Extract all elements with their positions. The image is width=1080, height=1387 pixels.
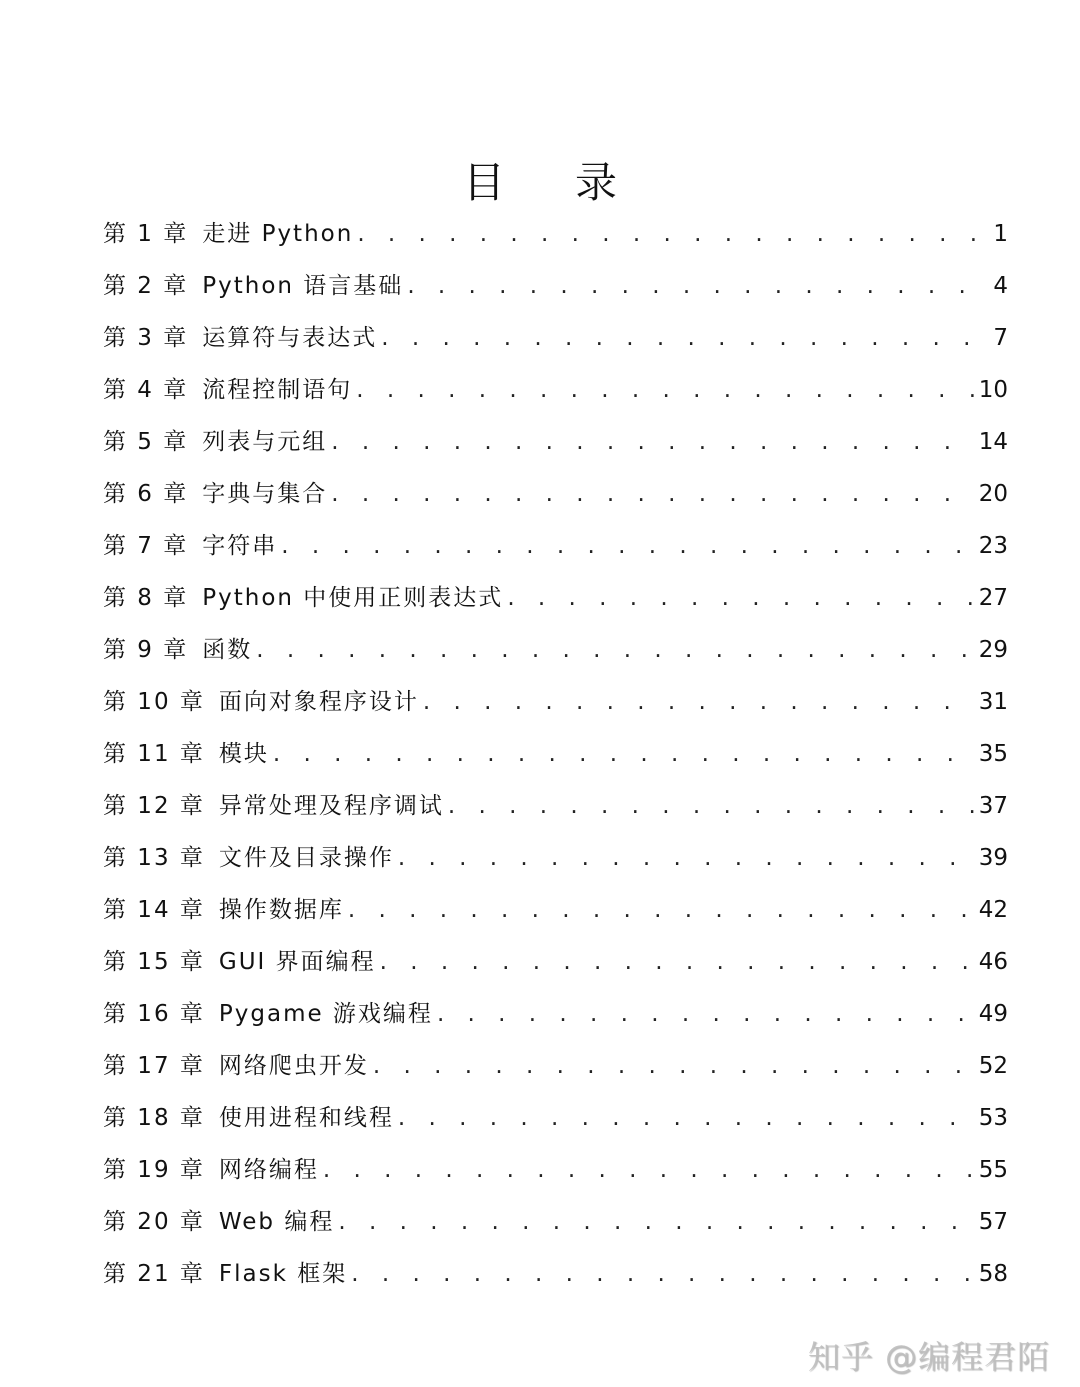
dot-leader (281, 533, 974, 559)
dot-leader (331, 481, 974, 507)
dot-leader (331, 429, 974, 455)
page-number: 46 (978, 949, 1008, 975)
page-number: 14 (978, 429, 1008, 455)
toc-list (103, 215, 1008, 1307)
dot-leader (373, 1053, 975, 1079)
page-number: 31 (978, 689, 1008, 715)
chapter-number: 第 17 章 (103, 1053, 205, 1079)
chapter-title: 异常处理及程序调试 (218, 793, 444, 819)
toc-entry-label (103, 735, 269, 768)
chapter-number: 第 14 章 (103, 897, 205, 923)
toc-entry-label (103, 1151, 319, 1184)
toc-entry-label (103, 1099, 394, 1132)
toc-entry[interactable] (103, 839, 1008, 891)
page-number: 57 (978, 1209, 1008, 1235)
page-number: 27 (978, 585, 1008, 611)
dot-leader (423, 689, 975, 715)
toc-entry-label (103, 995, 433, 1028)
toc-entry[interactable] (103, 423, 1008, 475)
page-number: 10 (978, 377, 1008, 403)
toc-entry-label (103, 319, 377, 352)
chapter-number: 第 20 章 (103, 1209, 205, 1235)
toc-entry[interactable] (103, 943, 1008, 995)
toc-entry[interactable] (103, 787, 1008, 839)
chapter-number: 第 5 章 (103, 429, 189, 455)
toc-entry-label (103, 683, 419, 716)
chapter-number: 第 8 章 (103, 585, 189, 611)
toc-entry[interactable] (103, 527, 1008, 579)
chapter-title: 面向对象程序设计 (218, 689, 419, 715)
chapter-title: 网络编程 (218, 1157, 319, 1183)
toc-entry-label (103, 267, 403, 300)
chapter-number: 第 1 章 (103, 221, 189, 247)
dot-leader (381, 325, 989, 351)
dot-leader (398, 845, 975, 871)
toc-entry[interactable] (103, 1099, 1008, 1151)
dot-leader (437, 1001, 975, 1027)
page-number: 20 (978, 481, 1008, 507)
toc-entry[interactable] (103, 735, 1008, 787)
watermark: 知乎 @编程君陌 (807, 1338, 1050, 1376)
toc-entry[interactable] (103, 1203, 1008, 1255)
toc-entry[interactable] (103, 683, 1008, 735)
toc-entry-label (103, 839, 394, 872)
chapter-title: 走进 Python (202, 221, 354, 247)
chapter-number: 第 10 章 (103, 689, 205, 715)
chapter-title: 操作数据库 (218, 897, 344, 923)
chapter-number: 第 12 章 (103, 793, 205, 819)
toc-entry-label (103, 423, 327, 456)
chapter-title: 字符串 (202, 533, 278, 559)
chapter-title: Web 编程 (218, 1209, 335, 1235)
chapter-number: 第 3 章 (103, 325, 189, 351)
dot-leader (338, 1209, 974, 1235)
dot-leader (356, 377, 974, 403)
page-number: 42 (978, 897, 1008, 923)
chapter-number: 第 21 章 (103, 1261, 205, 1287)
toc-entry[interactable] (103, 631, 1008, 683)
page-number: 52 (978, 1053, 1008, 1079)
dot-leader (273, 741, 975, 767)
chapter-number: 第 18 章 (103, 1105, 205, 1131)
toc-entry-label (103, 371, 352, 404)
toc-entry-label (103, 1203, 334, 1236)
toc-entry[interactable] (103, 1047, 1008, 1099)
chapter-title: 流程控制语句 (202, 377, 353, 403)
toc-entry[interactable] (103, 215, 1008, 267)
page-number: 37 (978, 793, 1008, 819)
chapter-number: 第 16 章 (103, 1001, 205, 1027)
chapter-title: Python 中使用正则表达式 (202, 585, 504, 611)
chapter-number: 第 2 章 (103, 273, 189, 299)
page-number: 49 (978, 1001, 1008, 1027)
page-number: 29 (978, 637, 1008, 663)
chapter-title: GUI 界面编程 (218, 949, 376, 975)
dot-leader (407, 273, 989, 299)
toc-entry-label (103, 1255, 347, 1288)
dot-leader (256, 637, 974, 663)
toc-entry-label (103, 527, 277, 560)
toc-entry-label (103, 891, 344, 924)
toc-entry[interactable] (103, 371, 1008, 423)
toc-entry[interactable] (103, 579, 1008, 631)
chapter-title: Flask 框架 (218, 1261, 348, 1287)
toc-entry-label (103, 475, 327, 508)
chapter-title: 网络爬虫开发 (218, 1053, 369, 1079)
chapter-title: 运算符与表达式 (202, 325, 378, 351)
toc-entry[interactable] (103, 891, 1008, 943)
toc-entry[interactable] (103, 475, 1008, 527)
chapter-number: 第 4 章 (103, 377, 189, 403)
chapter-title: Python 语言基础 (202, 273, 404, 299)
chapter-number: 第 13 章 (103, 845, 205, 871)
toc-entry[interactable] (103, 267, 1008, 319)
chapter-number: 第 9 章 (103, 637, 189, 663)
chapter-title: 字典与集合 (202, 481, 328, 507)
chapter-number: 第 6 章 (103, 481, 189, 507)
toc-entry[interactable] (103, 1255, 1008, 1307)
chapter-number: 第 15 章 (103, 949, 205, 975)
toc-entry[interactable] (103, 995, 1008, 1047)
toc-entry[interactable] (103, 1151, 1008, 1203)
page-number: 23 (978, 533, 1008, 559)
chapter-number: 第 7 章 (103, 533, 189, 559)
chapter-title: 使用进程和线程 (218, 1105, 394, 1131)
page-number: 35 (978, 741, 1008, 767)
page-number: 1 (993, 221, 1008, 247)
dot-leader (507, 585, 974, 611)
toc-entry-label (103, 215, 353, 248)
chapter-title: 函数 (202, 637, 253, 663)
toc-entry-label (103, 943, 376, 976)
toc-entry[interactable] (103, 319, 1008, 371)
chapter-title: Pygame 游戏编程 (218, 1001, 433, 1027)
chapter-title: 列表与元组 (202, 429, 328, 455)
toc-entry-label (103, 631, 252, 664)
toc-entry-label (103, 579, 503, 612)
toc-title: 目录 (462, 158, 687, 207)
dot-leader (398, 1105, 975, 1131)
page-number: 4 (993, 273, 1008, 299)
dot-leader (380, 949, 975, 975)
page-number: 7 (993, 325, 1008, 351)
dot-leader (448, 793, 975, 819)
toc-entry-label (103, 1047, 369, 1080)
chapter-number: 第 11 章 (103, 741, 205, 767)
page-number: 58 (978, 1261, 1008, 1287)
dot-leader (357, 221, 989, 247)
dot-leader (348, 897, 975, 923)
chapter-title: 模块 (218, 741, 269, 767)
page-number: 53 (978, 1105, 1008, 1131)
page-number: 39 (978, 845, 1008, 871)
toc-entry-label (103, 787, 444, 820)
page-number: 55 (978, 1157, 1008, 1183)
chapter-title: 文件及目录操作 (218, 845, 394, 871)
dot-leader (351, 1261, 975, 1287)
chapter-number: 第 19 章 (103, 1157, 205, 1183)
dot-leader (323, 1157, 975, 1183)
